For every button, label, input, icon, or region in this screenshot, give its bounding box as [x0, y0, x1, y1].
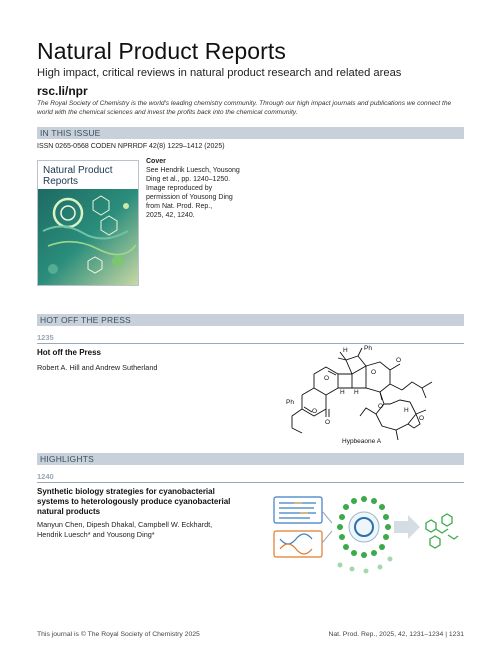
article-title-link[interactable] — [37, 487, 230, 517]
cover-caption-title: Cover — [146, 158, 166, 165]
page-number: 1240 — [37, 472, 54, 481]
article-authors — [37, 520, 212, 539]
section-heading: IN THIS ISSUE — [40, 128, 101, 138]
cover-caption-line: Image reproduced by — [146, 185, 213, 192]
footer-copyright: This journal is © The Royal Society of Chemistry 2025 — [37, 631, 200, 638]
structure-label-ph: Ph — [286, 399, 294, 406]
footer-citation: Nat. Prod. Rep., 2025, 42, 1231–1234 | 1231 — [328, 631, 464, 638]
page-number: 1235 — [37, 333, 54, 342]
article-title-link[interactable]: Hot off the Press — [37, 348, 102, 357]
divider — [37, 482, 464, 483]
section-bar-hot-off-the-press — [37, 314, 464, 326]
cover-caption — [146, 157, 266, 220]
cover-caption-line: from Nat. Prod. Rep., — [146, 203, 213, 210]
structure-label-o: O — [371, 369, 377, 376]
structure-label-o: O — [378, 403, 384, 410]
article-title-line: Synthetic biology strategies for cyanobacterial — [37, 487, 215, 496]
cover-caption-line: Ding et al., pp. 1240–1250. — [146, 176, 231, 183]
structure-label-h: H — [340, 389, 345, 396]
journal-url-link[interactable]: rsc.li/npr — [37, 84, 88, 98]
structure-label-o: O — [324, 375, 330, 382]
structure-label-o: O — [325, 419, 331, 426]
journal-title: Natural Product Reports — [37, 38, 287, 64]
cover-title-line-2: Reports — [43, 176, 79, 187]
chemical-structure-diagram — [286, 344, 456, 448]
cover-artwork — [38, 161, 138, 285]
cover-caption-line: permission of Yousong Ding — [146, 194, 233, 201]
structure-label-o: O — [396, 357, 402, 364]
cover-image[interactable] — [37, 160, 139, 286]
structure-label-h: H — [343, 347, 348, 354]
article-authors-line: Manyun Chen, Dipesh Dhakal, Campbell W. Eckhardt, — [37, 520, 213, 529]
article-authors: Robert A. Hill and Andrew Sutherland — [37, 363, 158, 372]
rsc-blurb: The Royal Society of Chemistry is the world's leading chemistry community. Through our high impact journals and publications we connect the world with the chemical sciences and invest the profits back into the chemical community. — [37, 100, 452, 116]
cover-caption-line: 2025, 42, 1240. — [146, 212, 195, 219]
section-bar-in-this-issue — [37, 127, 464, 139]
article-authors-line: Hendrik Luesch* and Yousong Ding* — [37, 529, 155, 539]
graphical-abstract — [270, 487, 465, 587]
article-title-line: natural products — [37, 507, 101, 516]
section-heading: HOT OFF THE PRESS — [40, 315, 131, 325]
cover-title-line-1: Natural Product — [43, 165, 113, 176]
structure-label-o: O — [419, 415, 425, 422]
cover-caption-line: See Hendrik Luesch, Yousong — [146, 167, 240, 174]
compound-name: Hypbeaone A — [342, 438, 382, 445]
structure-label-h: H — [354, 389, 359, 396]
section-bar-highlights — [37, 453, 464, 465]
structure-label-o: O — [312, 408, 318, 415]
issn-line: ISSN 0265-0568 CODEN NPRRDF 42(8) 1229–1412 (2025) — [37, 143, 225, 150]
article-title-line: systems to heterologously produce cyanobacterial — [37, 497, 231, 506]
structure-label-h: H — [404, 407, 409, 414]
structure-label-ph: Ph — [364, 345, 372, 352]
section-heading: HIGHLIGHTS — [40, 454, 94, 464]
journal-tagline: High impact, critical reviews in natural product research and related areas — [37, 67, 402, 79]
